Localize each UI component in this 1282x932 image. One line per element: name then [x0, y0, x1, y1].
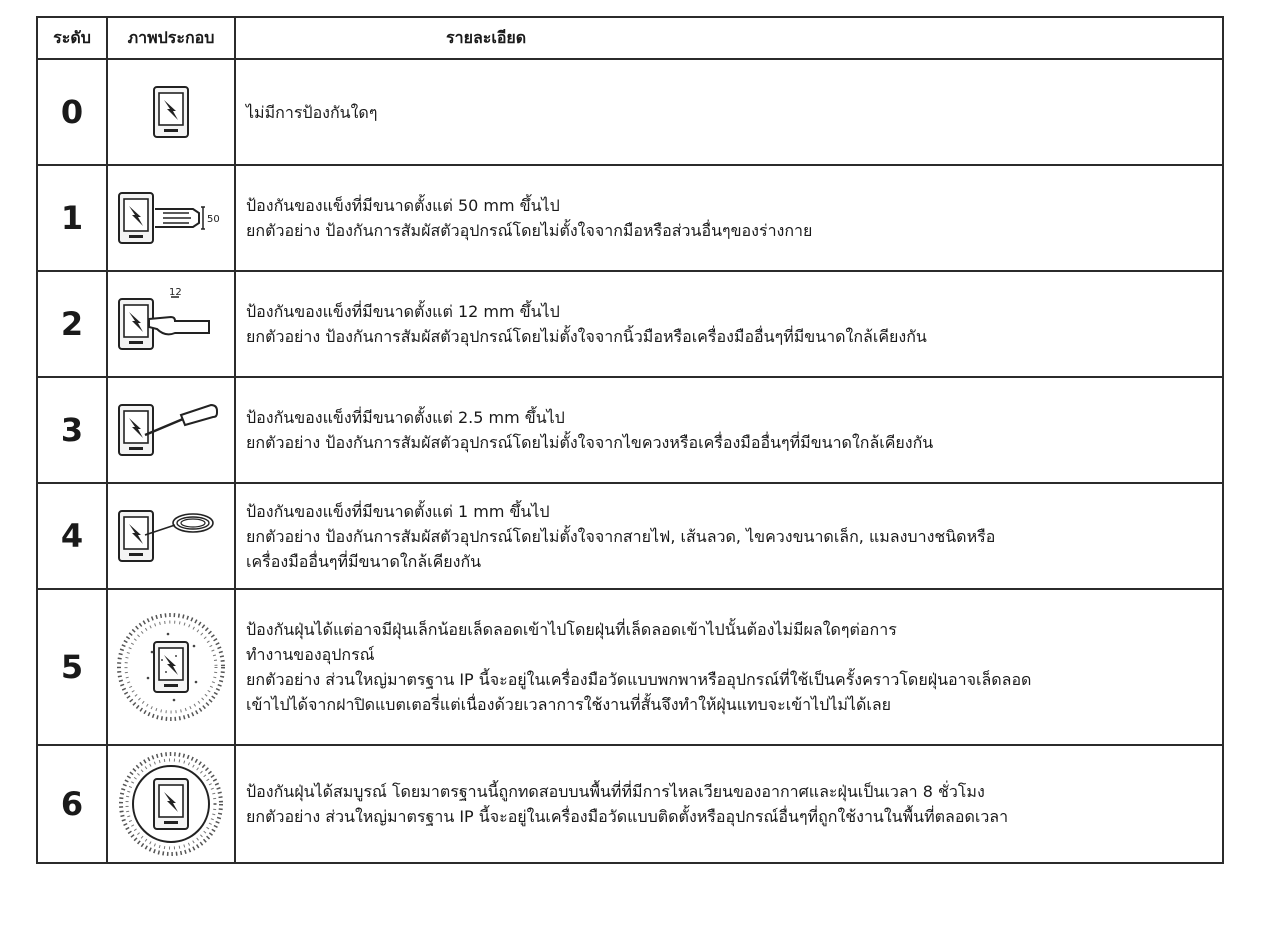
illustration-cell: [107, 745, 235, 863]
description-line: ป้องกันของแข็งที่มีขนาดตั้งแต่ 12 mm ขึ้นไป: [246, 302, 560, 321]
description-cell: [235, 589, 1223, 745]
description-line: ป้องกันฝุ่นได้สมบูรณ์ โดยมาตรฐานนี้ถูกทดสอบบนพื้นที่ที่มีการไหลเวียนของอากาศและฝุ่นเป็นเวลา 8 ชั่วโมง: [246, 782, 985, 801]
enclosure-icon: [141, 77, 201, 147]
description-line: ยกตัวอย่าง ส่วนใหญ่มาตรฐาน IP นี้จะอยู่ในเครื่องมือวัดแบบติดตั้งหรืออุปกรณ์อื่นๆที่ถูกใช้งานในพื้นที่ตลอดเวลา: [246, 807, 1009, 826]
enclosure-dust-partial-icon: [115, 607, 227, 727]
illustration-cell: [107, 483, 235, 589]
table-row: [37, 59, 1223, 165]
description-line: ป้องกันของแข็งที่มีขนาดตั้งแต่ 2.5 mm ขึ้นไป: [246, 408, 565, 427]
description-line: ป้องกันของแข็งที่มีขนาดตั้งแต่ 1 mm ขึ้นไป: [246, 501, 550, 521]
description-line: เข้าไปได้จากฝาปิดแบตเตอรี่แต่เนื่องด้วยเวลาการใช้งานที่สั้นจึงทำให้ฝุ่นแทบจะเข้าไปไม่ได้เลย: [246, 695, 891, 714]
description-cell: [235, 377, 1223, 483]
table-row: [37, 483, 1223, 589]
description-cell: [235, 271, 1223, 377]
level-cell: 3: [37, 377, 107, 483]
level-cell: 4: [37, 483, 107, 589]
header-illustration: ภาพประกอบ: [107, 17, 235, 59]
illustration-cell: [107, 589, 235, 745]
enclosure-finger-icon: [115, 287, 227, 361]
description-line: ป้องกันของแข็งที่มีขนาดตั้งแต่ 50 mm ขึ้นไป: [246, 196, 560, 215]
table-row: [37, 271, 1223, 377]
description-line: ยกตัวอย่าง ป้องกันการสัมผัสตัวอุปกรณ์โดยไม่ตั้งใจจากไขควงหรือเครื่องมืออื่นๆที่มีขนาดใกล้เคียงกัน: [246, 433, 934, 452]
description-cell: [235, 745, 1223, 863]
description-cell: [235, 165, 1223, 271]
header-level: ระดับ: [37, 17, 107, 59]
illustration-cell: [107, 59, 235, 165]
description-cell: [235, 59, 1223, 165]
description-line: ยกตัวอย่าง ส่วนใหญ่มาตรฐาน IP นี้จะอยู่ในเครื่องมือวัดแบบพกพาหรืออุปกรณ์ที่ใช้เป็นครั้งคราวโดยฝุ่นอาจเล็ดลอด: [246, 670, 1032, 689]
description-line: ป้องกันฝุ่นได้แต่อาจมีฝุ่นเล็กน้อยเล็ดลอดเข้าไปโดยฝุ่นที่เล็ดลอดเข้าไปนั้นต้องไม่มีผลใดๆต่อการ: [246, 620, 897, 639]
enclosure-wire-icon: [115, 499, 227, 573]
table-header-row: [37, 17, 1223, 59]
ip-protection-table: [36, 16, 1224, 864]
enclosure-screwdriver-icon: [115, 393, 227, 467]
level-cell: 1: [37, 165, 107, 271]
table-row: [37, 745, 1223, 863]
table-row: [37, 377, 1223, 483]
enclosure-dust-tight-icon: [115, 748, 227, 860]
description-cell: [235, 483, 1223, 589]
description-line: เครื่องมืออื่นๆที่มีขนาดใกล้เคียงกัน: [246, 551, 482, 571]
illustration-cell: [107, 165, 235, 271]
level-cell: 2: [37, 271, 107, 377]
description-line: ยกตัวอย่าง ป้องกันการสัมผัสตัวอุปกรณ์โดยไม่ตั้งใจจากนิ้วมือหรือเครื่องมืออื่นๆที่มีขนาดใกล้เคียงกัน: [246, 327, 927, 346]
illustration-cell: [107, 271, 235, 377]
description-line: ทำงานของอุปกรณ์: [246, 645, 375, 664]
level-cell: 0: [37, 59, 107, 165]
level-cell: 6: [37, 745, 107, 863]
table-row: [37, 589, 1223, 745]
illustration-cell: [107, 377, 235, 483]
level-cell: 5: [37, 589, 107, 745]
table-row: [37, 165, 1223, 271]
description-line: ยกตัวอย่าง ป้องกันการสัมผัสตัวอุปกรณ์โดยไม่ตั้งใจจากสายไฟ, เส้นลวด, ไขควงขนาดเล็ก, แมลงบางชนิดหรือ: [246, 526, 996, 546]
header-description: รายละเอียด: [235, 17, 1223, 59]
description-line: ไม่มีการป้องกันใดๆ: [246, 102, 378, 122]
description-line: ยกตัวอย่าง ป้องกันการสัมผัสตัวอุปกรณ์โดยไม่ตั้งใจจากมือหรือส่วนอื่นๆของร่างกาย: [246, 221, 813, 240]
size-label: 12: [169, 287, 182, 298]
size-label: 50: [207, 214, 220, 225]
enclosure-hand-icon: [115, 181, 227, 255]
